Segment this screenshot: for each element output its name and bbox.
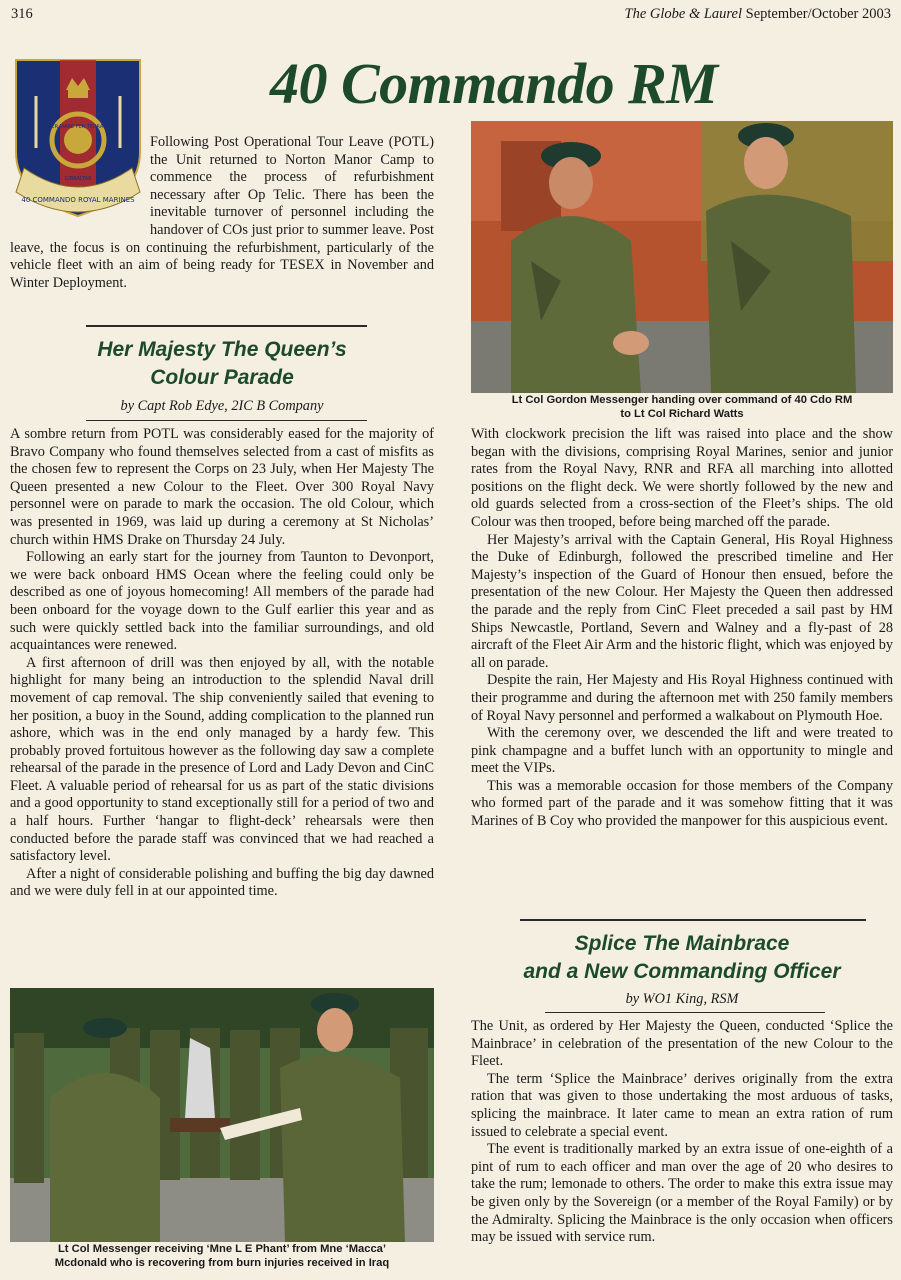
- crest-motto: PER MARE PER TERRAM: [48, 124, 108, 130]
- intro-section: [10, 134, 434, 292]
- paragraph: The term ‘Splice the Mainbrace’ derives originally from the extra ration that was given to those undertaking the most arduous of tasks, splicing the mainbrace. It later came to mean an extra ration of rum issued to celebrate a special event.: [471, 1070, 893, 1140]
- publication-name: The Globe & Laurel: [624, 6, 742, 22]
- paragraph: The Unit, as ordered by Her Majesty the Queen, conducted ‘Splice the Mainbrace’ in celebration of the presentation of the new Colour to the Fleet.: [471, 1018, 893, 1070]
- paragraph: After a night of considerable polishing and buffing the big day dawned and we were duly fell in at our appointed time.: [10, 865, 434, 900]
- photo-caption: [10, 1243, 434, 1270]
- paragraph: A sombre return from POTL was considerably eased for the majority of Bravo Company who found themselves selected from a cast of misfits as the chosen few to represent the Corps on 23 July, when Her Majesty The Queen presented a new Colour to the Fleet. Over 300 Royal Navy personnel were on parade to mark the occasion. The old Colour, which was presented in 1969, was laid up during a ceremony at St Nicholas’ church within HMS Drake on Thursday 24 July.: [10, 426, 434, 548]
- divider: [86, 325, 367, 327]
- byline: by WO1 King, RSM: [625, 991, 739, 1007]
- byline: by Capt Rob Edye, 2IC B Company: [120, 398, 324, 414]
- section1-body: [10, 426, 434, 986]
- heading-line: and a New Commanding Officer: [523, 960, 841, 983]
- paragraph: Her Majesty’s arrival with the Captain General, His Royal Highness the Duke of Edinburgh, followed the prescribed timeline and Her Majesty’s inspection of the Guard of Honour then ensued, before the presentation of the new Colour. Her Majesty the Queen then addressed the parade and the reply from CinC Fleet preceded a sail past by HM Ships Newcastle, Portland, Severn and Walney and a fly-past of 28 aircraft of the Fleet Air Arm and the historic flight, which was enjoyed by all on parade.: [471, 531, 893, 671]
- paragraph: With clockwork precision the lift was raised into place and the show began with the divisions, comprising Royal Marines, senior and junior rates from the Royal Navy, RNR and RFA all marching into allotted positions on the flight deck. We were shortly followed by the new and old guards selected from a cross-section of the Fleet’s ships. The old Colour was then trooped, before being marched off the parade.: [471, 426, 893, 530]
- crest-ribbon-text: 40 COMMANDO ROYAL MARINES: [21, 196, 135, 204]
- section-heading-colour-parade: [10, 336, 434, 392]
- paragraph: The event is traditionally marked by an extra issue of one-eighth of a pint of rum to each officer and man over the age of 20 who desires to take the rum; lemonade to others. The order to make this extra issue may be given only by the Sovereign (or a member of the Royal Family) or by the Admiralty. Splicing the Mainbrace is the only occasion when officers may be issued with service rum.: [471, 1141, 893, 1246]
- publication-header: [625, 6, 891, 23]
- paragraph: Despite the rain, Her Majesty and His Royal Highness continued with their programme and during the afternoon met with 250 family members of Royal Navy personnel and performed a walkabout on Plymouth Hoe.: [471, 672, 893, 724]
- caption-line: to Lt Col Richard Watts: [620, 407, 744, 420]
- photo-trophy-presentation: [10, 988, 434, 1242]
- crest-badge-text: GIBRALTAR: [64, 176, 92, 182]
- caption-line: Lt Col Messenger receiving ‘Mne L E Phant’ from Mne ‘Macca’: [57, 1243, 387, 1255]
- heading-line: Splice The Mainbrace: [574, 932, 790, 955]
- divider: [86, 420, 367, 421]
- photo-caption: [471, 394, 893, 421]
- right-column-body: [471, 426, 893, 914]
- paragraph: This was a memorable occasion for those members of the Company who formed part of the parade and it was somehow fitting that it was Marines of B Coy who provided the manpower for this auspicious event.: [471, 777, 893, 830]
- paragraph: With the ceremony over, we descended the lift and were treated to pink champagne and a buffet lunch with an opportunity to mingle and meet the VIPs.: [471, 725, 893, 777]
- section2-body: [471, 1018, 893, 1278]
- intro-paragraph: Following Post Operational Tour Leave (POTL) the Unit returned to Norton Manor Camp to commence the process of refurbishment necessary after Op Telic. There has been the inevitable turnover of personnel including the handover of COs just prior to summer leave. Post leave, the focus is on continuing the refurbishment, particularly of the vehicle fleet with an aim of being ready for TESEX in November and Winter Deployment.: [10, 134, 434, 291]
- paragraph: A first afternoon of drill was then enjoyed by all, with the notable highlight for many being an introduction to the splendid Naval drill movement of cap removal. The ship conveniently sailed that evening to her position, a buoy in the Sound, adding complication to the planned run ashore, which was in the end only managed by a hardy few. This probably proved fortuitous however as the following day saw a complete rehearsal of the parade in the presence of Lord and Lady Devon and CinC Fleet. A valuable period of rehearsal for us as part of the static divisions and a good opportunity to stand exceptionally still for a period of two and a half hours. Further ‘hangar to flight-deck’ rehearsals were then conducted before the parade staff was convinced that we had reached a satisfactory level.: [10, 654, 434, 865]
- heading-line: Colour Parade: [150, 366, 294, 389]
- page-number: 316: [11, 6, 33, 22]
- caption-line: Lt Col Gordon Messenger handing over command of 40 Cdo RM: [511, 394, 853, 406]
- caption-line: Mcdonald who is recovering from burn injuries received in Iraq: [54, 1256, 390, 1269]
- issue-date: September/October 2003: [745, 6, 891, 22]
- divider: [545, 1012, 825, 1013]
- photo-handover-of-command: [471, 121, 893, 393]
- heading-line: Her Majesty The Queen’s: [97, 338, 347, 361]
- section-heading-splice-mainbrace: [471, 930, 893, 986]
- page-title: 40 Commando RM: [270, 51, 718, 116]
- paragraph: Following an early start for the journey from Taunton to Devonport, we were back onboard HMS Ocean where the feeling could only be described as one of joyous homecoming! All members of the parade had been onboard for the voyage down to the Gulf earlier this year and as such were quickly settled back into the familiar surroundings, and old acquaintances were renewed.: [10, 549, 434, 654]
- divider: [520, 919, 866, 921]
